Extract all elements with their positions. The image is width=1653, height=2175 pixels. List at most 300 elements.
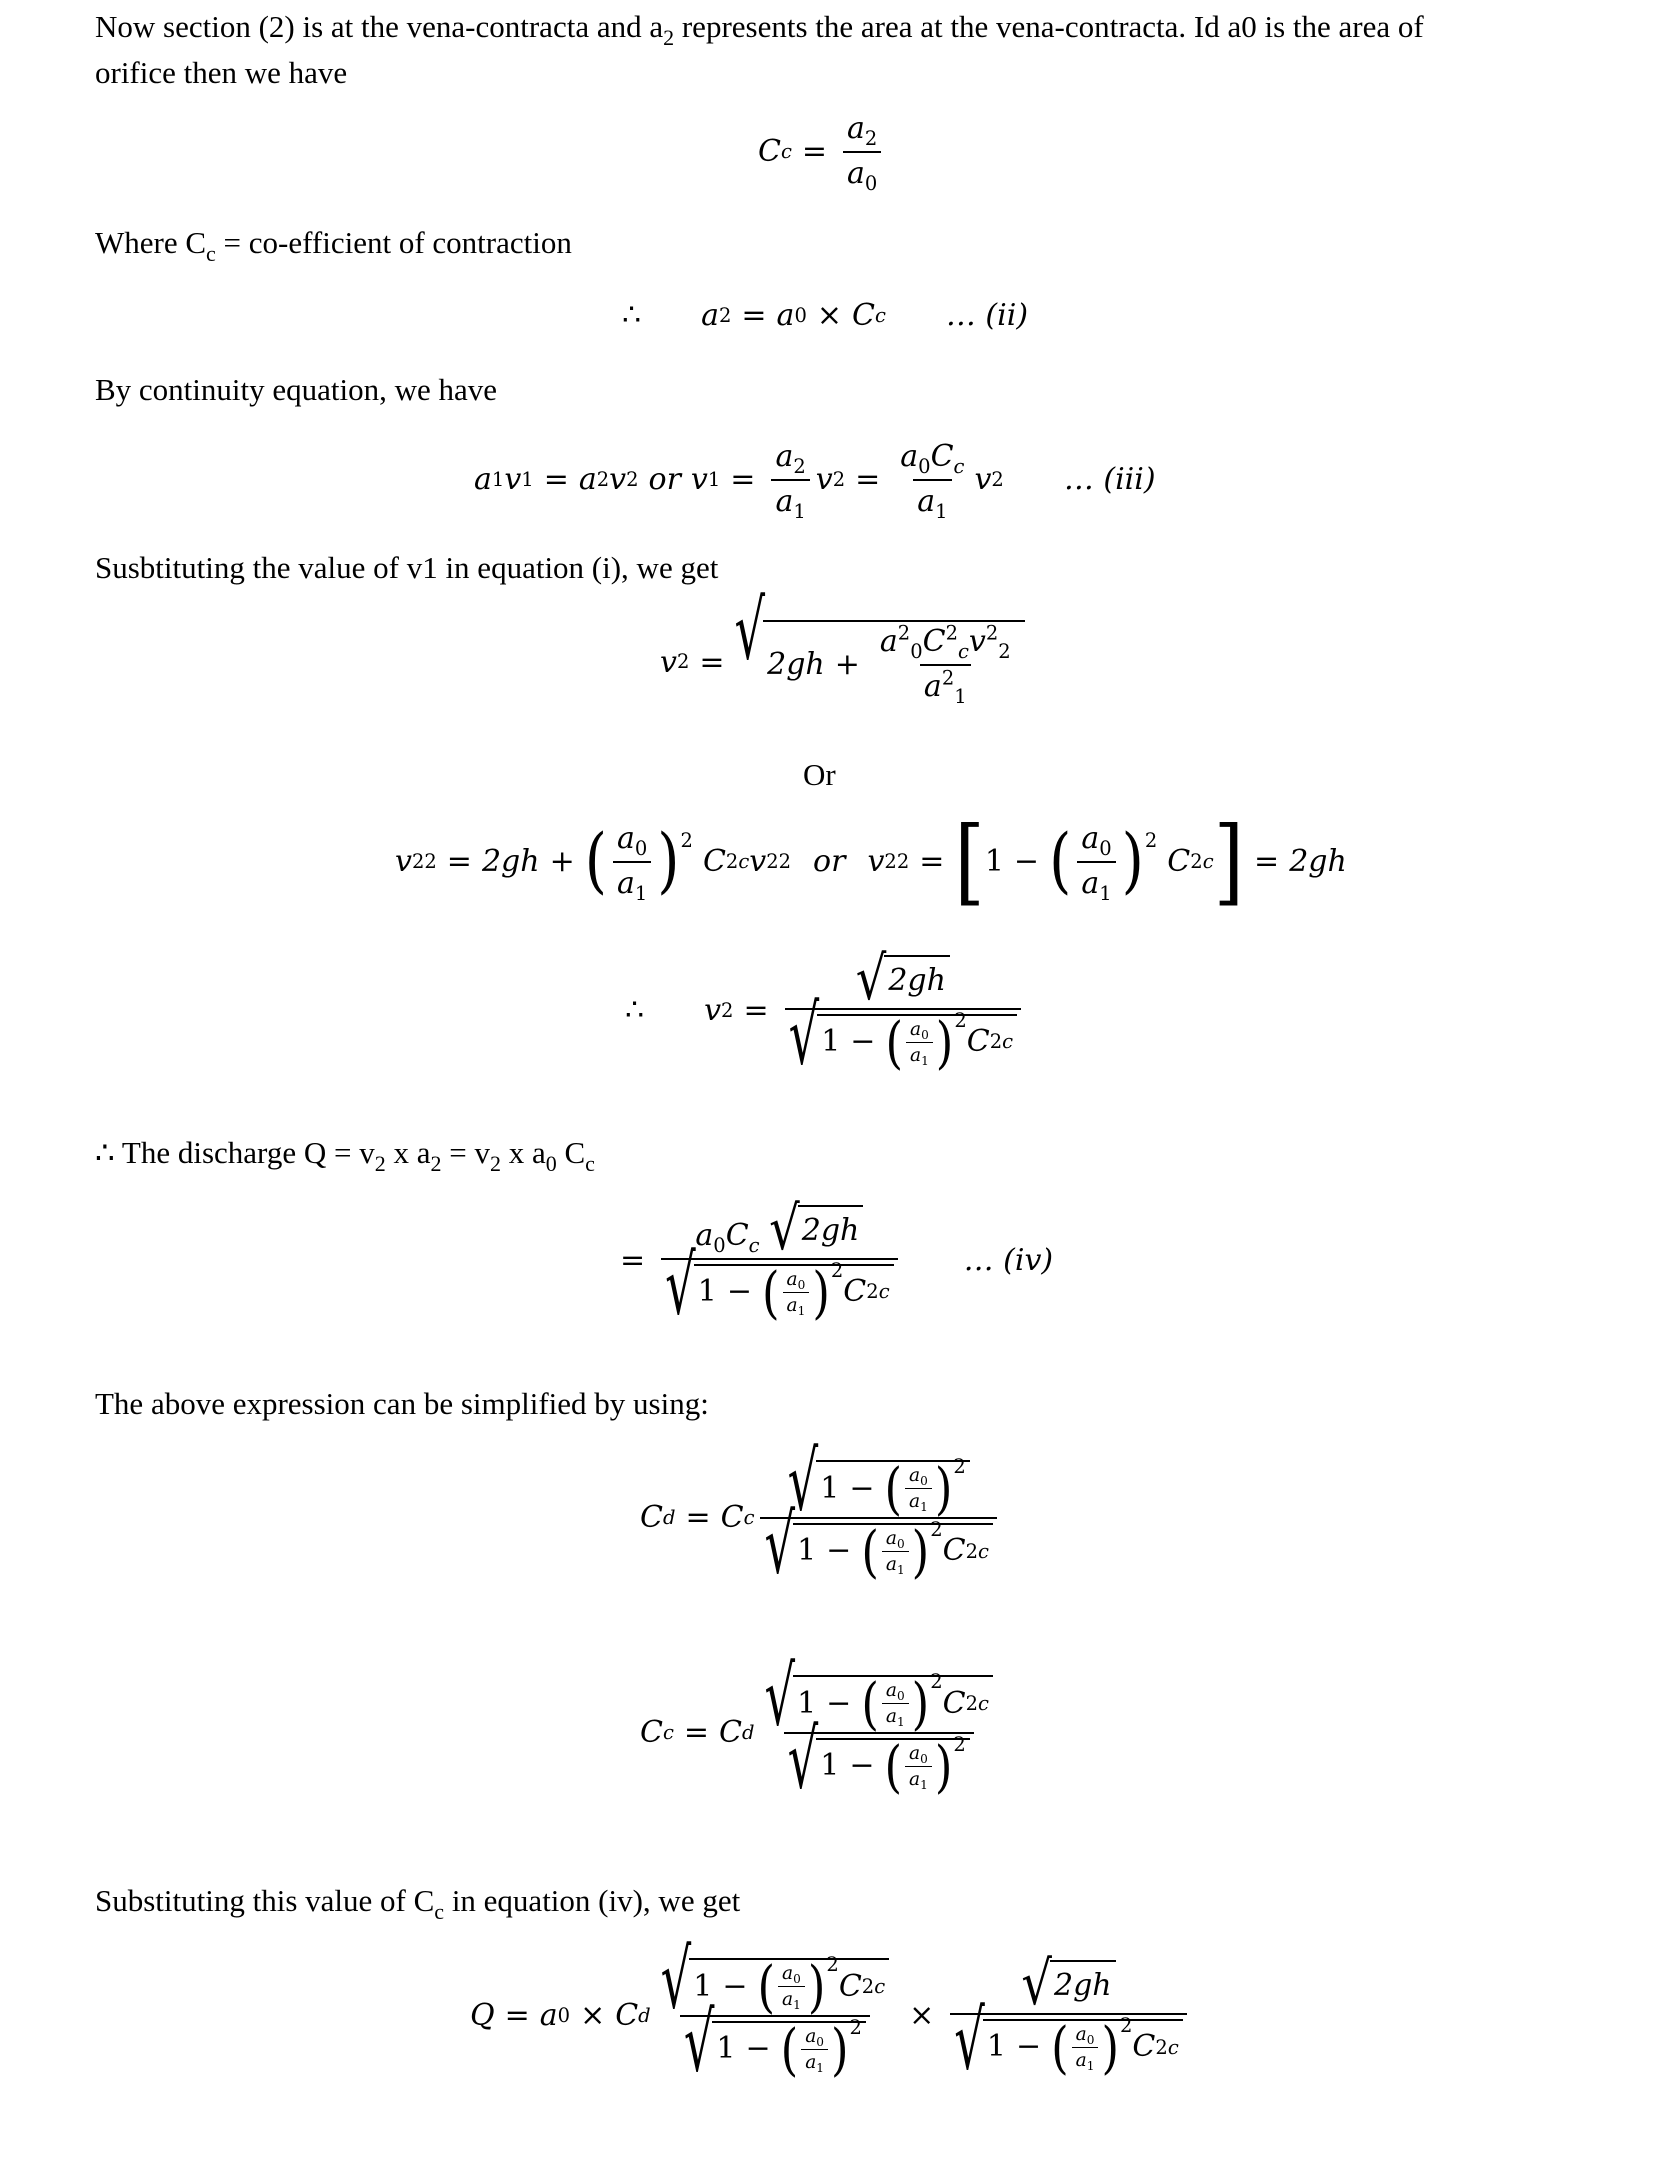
plus-sign: +	[834, 647, 860, 682]
numerator	[784, 1434, 974, 1530]
right-paren: )	[830, 2016, 849, 2083]
fraction	[661, 1194, 897, 1334]
superscript: 2	[945, 621, 958, 645]
subscript: c	[958, 639, 969, 663]
numerator	[905, 1465, 932, 1488]
symbol: v	[867, 844, 885, 879]
denominator	[613, 861, 651, 905]
symbol: a	[909, 1491, 921, 1513]
superscript: 2	[985, 621, 999, 645]
symbol: C	[758, 134, 781, 169]
superscript: 2	[680, 828, 693, 852]
subscript: 1	[1099, 881, 1112, 905]
right-paren: )	[934, 1733, 953, 1800]
subscript: 0	[797, 1277, 806, 1292]
radicand: 1 − ( $\frac{a_0}{a_1}$ ) 2 C 2 c	[689, 1958, 889, 2011]
superscript: 2	[1120, 2013, 1133, 2037]
subscript: 1	[920, 1778, 928, 1793]
numerator	[771, 440, 809, 479]
radical-sign: √	[1021, 1949, 1052, 2020]
symbol: a	[885, 1680, 897, 1701]
symbol: a	[1081, 821, 1100, 856]
symbol: C	[838, 1968, 862, 2004]
left-paren: (	[861, 1670, 879, 1737]
superscript: 2	[897, 621, 911, 645]
equals-sign: =	[446, 844, 472, 879]
superscript: 2	[941, 665, 955, 689]
fraction	[1077, 821, 1115, 905]
radical-sign: √	[787, 1712, 819, 1808]
square-root	[788, 988, 1017, 1084]
subscript: 0	[1086, 2032, 1095, 2047]
equation-label: … (iv)	[963, 1243, 1054, 1279]
left-paren: (	[1049, 819, 1072, 903]
fraction	[905, 1465, 932, 1513]
minus-sign: −	[849, 1748, 875, 1784]
numerator	[691, 1194, 867, 1264]
numerator	[896, 440, 968, 479]
symbol: v	[395, 844, 412, 879]
symbol: a	[805, 2025, 817, 2047]
radicand	[884, 955, 950, 1003]
left-paren: (	[761, 1259, 780, 1326]
symbol: a	[701, 298, 719, 333]
subscript: 0	[864, 171, 878, 195]
minus-sign: −	[826, 1533, 852, 1569]
radical-sign: √	[660, 1932, 692, 2028]
equals-sign: =	[743, 993, 769, 1029]
symbol: C	[942, 1685, 966, 1721]
denominator	[801, 2049, 828, 2076]
term: 1	[821, 1024, 841, 1060]
denominator	[784, 1712, 974, 1808]
left-paren: (	[1051, 2014, 1069, 2081]
symbol: C	[843, 1274, 867, 1310]
fraction	[657, 1932, 893, 2091]
equals-sign: =	[801, 134, 828, 169]
subscript: 2	[998, 639, 1011, 663]
superscript: 2	[849, 2015, 862, 2039]
minus-sign: −	[745, 2031, 771, 2067]
denominator	[1072, 2047, 1099, 2074]
superscript: 2	[954, 1008, 967, 1032]
symbol: a	[910, 1018, 922, 1040]
equation-v2-sqrt: v 2 = √ 2gh + $\frac{a^2_0C^2_cv^2_2}{a^2_1}$	[660, 620, 1025, 704]
symbol: v	[749, 844, 767, 879]
subscript: 1	[793, 499, 806, 523]
symbol: a	[847, 111, 865, 146]
fraction	[1072, 2024, 1099, 2072]
fraction	[882, 1528, 909, 1576]
fraction	[896, 439, 968, 523]
symbol: C	[725, 1218, 749, 1253]
denominator	[785, 988, 1021, 1084]
symbol: C	[930, 439, 954, 474]
symbol: v	[704, 993, 722, 1029]
radicand	[1050, 1960, 1116, 2008]
symbol: C	[640, 1500, 663, 1536]
symbol: a	[879, 624, 898, 659]
numerator	[905, 1743, 932, 1766]
term: 1	[797, 1533, 817, 1569]
denominator	[882, 1703, 909, 1730]
times-sign: ×	[816, 298, 842, 333]
subscript: 2	[663, 25, 675, 50]
subscript: 0	[920, 1751, 928, 1766]
symbol: C	[922, 624, 946, 659]
symbol: C	[966, 1024, 990, 1060]
equation-contraction-coefficient: C c = $\frac{a_2}{a_0}$	[758, 112, 887, 191]
intro-paragraph-line-1	[95, 4, 1424, 49]
left-paren: (	[780, 2016, 799, 2083]
symbol: C	[702, 844, 726, 879]
denominator	[1077, 861, 1115, 905]
denominator	[680, 1995, 870, 2091]
text: = co-efficient of contraction	[215, 225, 572, 260]
radical-sign: √	[954, 1993, 985, 2089]
left-paren: (	[884, 1455, 903, 1522]
left-paren: (	[861, 1518, 879, 1585]
term: 2gh	[767, 647, 825, 682]
right-paren: )	[812, 1259, 830, 1326]
superscript: 2	[830, 1258, 844, 1282]
square-root	[855, 944, 950, 1014]
denominator	[920, 664, 971, 708]
symbol: v	[609, 462, 627, 497]
numerator	[778, 1963, 805, 1986]
subscript: 0	[545, 1151, 557, 1176]
text: in equation (iv), we get	[444, 1883, 741, 1918]
subscript: 1	[896, 1715, 905, 1730]
term: 1	[693, 1968, 713, 2004]
therefore-symbol: ∴	[622, 298, 642, 333]
text: = v	[441, 1135, 490, 1170]
radical-sign: √	[665, 1238, 696, 1334]
numerator	[882, 1528, 909, 1551]
numerator	[906, 1019, 933, 1042]
fraction	[882, 1680, 909, 1728]
symbol: C	[640, 1715, 663, 1751]
term: 1	[986, 2029, 1006, 2065]
text: x a	[385, 1135, 431, 1170]
symbol: v	[504, 462, 522, 497]
subscript: 1	[921, 1054, 929, 1069]
radicand	[798, 1205, 864, 1253]
plus-sign: +	[549, 844, 575, 879]
or-word: or	[648, 462, 681, 497]
equals-sign: =	[685, 1500, 711, 1536]
intro-text-rest: represents the area at the vena-contracta. Id a0 is the area of	[674, 9, 1424, 44]
symbol: a	[616, 821, 635, 856]
denominator	[906, 1042, 933, 1069]
subscript: 1	[920, 1500, 928, 1515]
right-paren: )	[911, 1670, 930, 1737]
left-paren: (	[584, 819, 607, 903]
term: 2gh	[481, 844, 540, 879]
equation-cc-from-cd: C c = C d √ 1 − ( $\frac{a_0}{a_1}$ ) 2 C 2 c √ 1 − ( $\frac{a_0}{a_1}$ ) 2	[640, 1675, 1003, 1791]
numerator	[783, 1269, 810, 1292]
minus-sign: −	[850, 1024, 876, 1060]
symbol: a	[885, 1554, 897, 1576]
denominator	[882, 1551, 909, 1578]
text: Substituting this value of C	[95, 1883, 435, 1918]
numerator	[843, 112, 881, 151]
radicand	[816, 1732, 970, 1800]
term: 2gh	[1053, 1968, 1112, 2004]
equation-v2-result: ∴ v 2 = √ 2gh √ 1 − ( $\frac{a_0}{a_1}$ ) 2 C 2 c	[625, 955, 1027, 1066]
equation-discharge-final: Q = a 0 × C d √ 1 − ( $\frac{a_0}{a_1}$ ) 2 C 2 c √ 1 − ( $\frac{a_0}{a_1}$ ) 2 × √ 2gh √ 1 − ( $\frac{a_0}{a_1}$ ) 2 C 2 c	[470, 1958, 1193, 2074]
symbol: a	[539, 1998, 558, 2034]
minus-sign: −	[1015, 2029, 1042, 2065]
subscript: c	[748, 1233, 760, 1257]
denominator	[778, 1986, 805, 2013]
subscript: 0	[1099, 836, 1112, 860]
right-paren: )	[934, 1455, 953, 1522]
left-bracket: [	[954, 807, 985, 916]
superscript: 2	[953, 1732, 966, 1756]
term: 2gh	[1289, 844, 1347, 879]
right-bracket: ]	[1213, 807, 1245, 916]
superscript: 2	[930, 1517, 943, 1541]
equation-cd: C d = C c √ 1 − ( $\frac{a_0}{a_1}$ ) 2 √ 1 − ( $\frac{a_0}{a_1}$ ) 2 C 2 c	[640, 1460, 1003, 1576]
right-paren: )	[911, 1518, 930, 1585]
symbol: C	[720, 1500, 744, 1536]
denominator	[771, 479, 809, 523]
symbol: a	[776, 298, 795, 333]
symbol: a	[910, 1044, 922, 1066]
superscript: 2	[953, 1455, 966, 1479]
numerator	[613, 822, 651, 861]
radical-sign: √	[788, 988, 820, 1084]
symbol: a	[786, 1294, 798, 1316]
square-root	[769, 1194, 863, 1264]
symbol: a	[782, 1989, 794, 2011]
symbol: a	[909, 1742, 921, 1764]
equals-sign: =	[919, 844, 945, 879]
radical-sign: √	[764, 1497, 796, 1593]
denominator	[913, 479, 951, 523]
subscript: 2	[430, 1151, 442, 1176]
term: 2gh	[801, 1213, 860, 1249]
right-paren: )	[935, 1009, 954, 1076]
term: 1	[697, 1274, 717, 1310]
symbol: a	[900, 439, 919, 474]
subscript: 2	[489, 1151, 501, 1176]
right-paren: )	[1101, 2014, 1119, 2081]
symbol: a	[1081, 865, 1100, 901]
subscript: 0	[918, 454, 931, 478]
radicand: 1 − ( $\frac{a_0}{a_1}$ ) 2 C 2 c	[793, 1523, 993, 1576]
symbol: a	[847, 155, 865, 191]
subscript: c	[585, 1151, 595, 1176]
symbol: a	[786, 1268, 798, 1290]
equation-label: … (ii)	[945, 298, 1029, 333]
radicand: 1 − ( $\frac{a_0}{a_1}$ ) 2 C 2 c	[793, 1675, 993, 1728]
text: C	[556, 1135, 586, 1170]
minus-sign: −	[722, 1968, 748, 2004]
fraction	[613, 821, 651, 905]
text: Where C	[95, 225, 207, 260]
subscript: 2	[793, 454, 806, 478]
subscript: 1	[793, 1998, 801, 2013]
term: 1	[820, 1748, 840, 1784]
text: x a	[500, 1135, 546, 1170]
symbol: C	[1132, 2029, 1156, 2065]
numerator	[876, 621, 1015, 664]
radicand	[816, 1455, 970, 1522]
equals-sign: =	[741, 298, 767, 333]
subscript: 0	[921, 1027, 929, 1042]
symbol: a	[616, 865, 635, 901]
radical-sign: √	[734, 583, 766, 679]
symbol: v	[815, 462, 833, 497]
times-sign: ×	[909, 1998, 935, 2034]
times-sign: ×	[580, 1998, 606, 2034]
right-paren: )	[1121, 819, 1144, 903]
radicand: 1 − ( $\frac{a_0}{a_1}$ ) 2 C 2 c	[817, 1014, 1017, 1067]
square-root	[1021, 1949, 1115, 2020]
radicand	[712, 2015, 866, 2083]
subscript: 0	[920, 1474, 928, 1489]
square-root	[683, 1995, 866, 2091]
term: 1	[820, 1470, 840, 1506]
denominator	[950, 1993, 1186, 2089]
fraction	[906, 1019, 933, 1067]
square-root	[787, 1434, 970, 1530]
subscript: 0	[713, 1233, 726, 1257]
subscript: c	[434, 1899, 445, 1924]
discharge-text	[95, 1130, 595, 1175]
subscript: 1	[797, 1304, 806, 1319]
fraction	[783, 1269, 810, 1317]
symbol: a	[885, 1527, 897, 1549]
denominator	[905, 1766, 932, 1793]
symbol: v	[968, 624, 986, 659]
equals-sign: =	[683, 1715, 710, 1751]
superscript: 2	[1144, 828, 1158, 852]
fraction	[905, 1743, 932, 1791]
symbol: a	[695, 1218, 714, 1253]
subscript: 0	[910, 639, 923, 663]
symbol: C	[615, 1998, 639, 2034]
subscript: 0	[896, 1689, 905, 1704]
symbol: a	[474, 462, 492, 497]
subscript: 2	[864, 126, 878, 150]
fraction	[778, 1963, 805, 2011]
denominator	[843, 151, 881, 195]
simplified-text: The above expression can be simplified by using:	[95, 1386, 709, 1421]
right-paren: )	[657, 819, 680, 903]
minus-sign: −	[849, 1470, 875, 1506]
equals-sign: =	[620, 1243, 646, 1279]
radicand: 1 − ( $\frac{a_0}{a_1}$ ) 2 C 2 c	[694, 1264, 894, 1317]
equation-iv	[610, 1194, 1054, 1334]
symbol: a	[909, 1465, 921, 1486]
symbol: Q	[470, 1998, 495, 2034]
symbol: a	[917, 483, 936, 519]
fraction	[771, 439, 809, 523]
minus-sign: −	[726, 1274, 752, 1310]
text: ∴ The discharge Q = v	[95, 1135, 375, 1170]
symbol: a	[578, 462, 597, 497]
or-text: Or	[803, 757, 836, 792]
subscript: 0	[793, 1972, 801, 1987]
symbol: a	[782, 1963, 794, 1984]
subscript: c	[206, 241, 216, 266]
fraction	[843, 111, 881, 195]
symbol: a	[775, 439, 794, 474]
numerator	[852, 944, 954, 1014]
superscript: 2	[930, 1670, 943, 1694]
symbol: a	[775, 483, 794, 519]
subscript: 1	[935, 499, 948, 523]
equation-label: … (iii)	[1063, 462, 1156, 497]
subscript: 1	[896, 1563, 905, 1578]
subscript: 2	[374, 1151, 386, 1176]
left-paren: (	[885, 1009, 903, 1076]
denominator	[661, 1238, 897, 1334]
subscript: 1	[1086, 2059, 1095, 2074]
radical-sign: √	[683, 1995, 715, 2091]
fraction	[801, 2026, 828, 2074]
symbol: C	[942, 1533, 966, 1569]
symbol: v	[690, 462, 708, 497]
equals-sign: =	[543, 462, 569, 497]
equation-v2-squared: v 2 2 = 2gh + ( $\frac{a_0}{a_1}$ ) 2 C 2 c v 2 2 or v 2 2 = [ 1 − ( $\frac{a_0}{a_1}$ ) 2 C 2 c ] = 2gh	[395, 807, 1347, 916]
square-root	[787, 1712, 970, 1808]
symbol: C	[852, 298, 875, 333]
numerator	[882, 1680, 909, 1703]
equals-sign: =	[504, 1998, 530, 2034]
symbol: v	[660, 644, 677, 680]
square-root	[954, 1993, 1182, 2089]
symbol: C	[1167, 844, 1191, 879]
square-root	[734, 583, 1025, 708]
radical-sign: √	[787, 1434, 819, 1530]
equation-ii: ∴ a 2 = a 0 × C c … (ii)	[622, 298, 1029, 333]
substituting-v1-text: Susbtituting the value of v1 in equation (i), we get	[95, 550, 719, 585]
where-definition	[95, 220, 572, 265]
numerator	[801, 2026, 828, 2049]
term: 1	[716, 2031, 736, 2067]
subscript: 0	[634, 836, 648, 860]
radical-sign: √	[855, 944, 887, 1014]
radical-sign: √	[769, 1194, 800, 1264]
term: 1	[797, 1685, 817, 1721]
minus-sign: −	[1013, 844, 1040, 879]
equation-iii: a 1 v 1 = a 2 v 2 or v 1 = $\frac{a_2}{a_1}$ v 2 = $\frac{a_0C_c}{a_1}$ v 2 … (iii)	[474, 439, 1156, 523]
substituting-cc-text	[95, 1878, 740, 1923]
term: 1	[984, 844, 1004, 879]
equals-sign: =	[855, 462, 881, 497]
therefore-symbol: ∴	[625, 993, 645, 1029]
term: 2gh	[888, 963, 946, 999]
symbol: a	[805, 2052, 817, 2074]
symbol: a	[1075, 2023, 1087, 2045]
square-root	[665, 1238, 893, 1334]
numerator	[1017, 1949, 1119, 2020]
or-word: or	[813, 844, 846, 879]
equals-sign: =	[1254, 844, 1280, 879]
equals-sign: =	[730, 462, 756, 497]
symbol: a	[885, 1706, 897, 1728]
fraction	[950, 1949, 1186, 2089]
subscript: 0	[896, 1536, 905, 1551]
subscript: 1	[954, 684, 967, 708]
subscript: 1	[816, 2061, 824, 2076]
symbol: v	[974, 462, 992, 497]
superscript: 2	[826, 1953, 839, 1977]
